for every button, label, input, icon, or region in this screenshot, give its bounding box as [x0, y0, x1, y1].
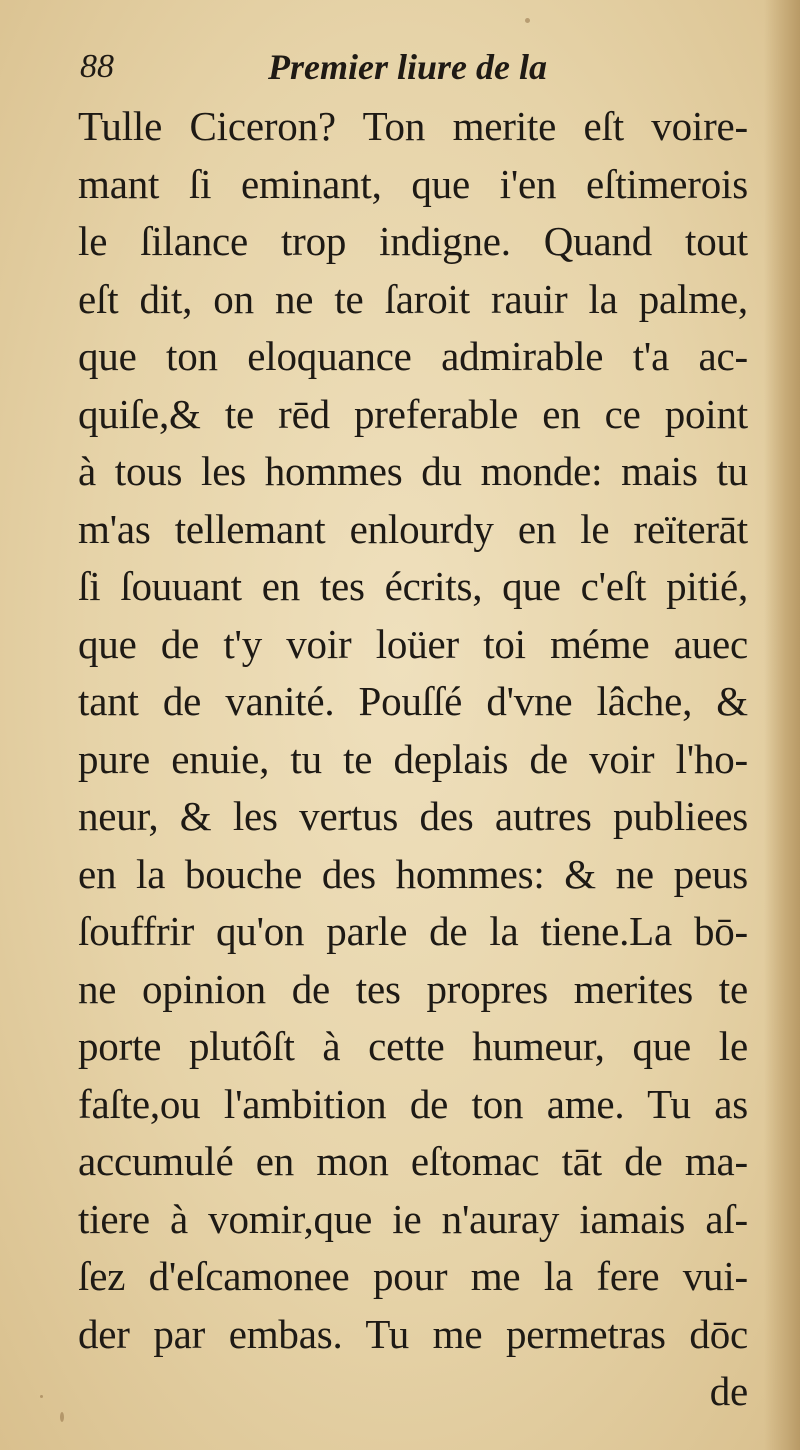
text-line: ſi ſouuant en tes écrits, que c'eſt pitié, [78, 563, 748, 609]
text-line: à tous les hommes du monde: mais tu [78, 448, 748, 494]
text-line: tiere à vomir,que ie n'auray iamais aſ- [78, 1195, 748, 1242]
page-gutter-shadow [764, 0, 800, 1450]
paper-speck [60, 1412, 64, 1422]
text-line: eſt dit, on ne te ſaroit rauir la palme, [78, 275, 748, 322]
body-text [78, 98, 748, 1421]
paper-speck [40, 1395, 43, 1398]
catchword: de [709, 1368, 748, 1414]
text-line: mant ſi eminant, que i'en eſtimerois [78, 160, 748, 207]
text-line: ne opinion de tes propres merites te [78, 965, 748, 1012]
text-line: que ton eloquance admirable t'a ac- [78, 333, 748, 379]
text-line: m'as tellemant enlourdy en le reïterāt [78, 505, 748, 552]
paper-speck [525, 18, 530, 23]
text-line: pure enuie, tu te deplais de voir l'ho- [78, 735, 748, 782]
text-line: tant de vanité. Pouſſé d'vne lâche, & [78, 678, 748, 724]
running-title: Premier liure de la [268, 47, 547, 87]
text-line: der par embas. Tu me permetras dōc [78, 1310, 748, 1357]
text-line: que de t'y voir loüer toi méme auec [78, 620, 748, 667]
text-line: quiſe,& te rēd preferable en ce point [78, 390, 748, 437]
text-line: le ſilance trop indigne. Quand tout [78, 218, 748, 264]
text-line: faſte,ou l'ambition de ton ame. Tu as [78, 1080, 748, 1127]
text-line: accumulé en mon eſtomac tāt de ma- [78, 1138, 748, 1184]
text-line: neur, & les vertus des autres publiees [78, 793, 748, 839]
text-line: en la bouche des hommes: & ne peus [78, 850, 748, 897]
page-number: 88 [80, 48, 114, 85]
text-line: ſouffrir qu'on parle de la tiene.La bō- [78, 908, 748, 954]
text-line: Tulle Ciceron? Ton merite eſt voire- [78, 103, 748, 149]
text-line: ſez d'eſcamonee pour me la fere vui- [78, 1253, 748, 1299]
page-header [80, 42, 760, 92]
text-line: porte plutôſt à cette humeur, que le [78, 1023, 748, 1069]
